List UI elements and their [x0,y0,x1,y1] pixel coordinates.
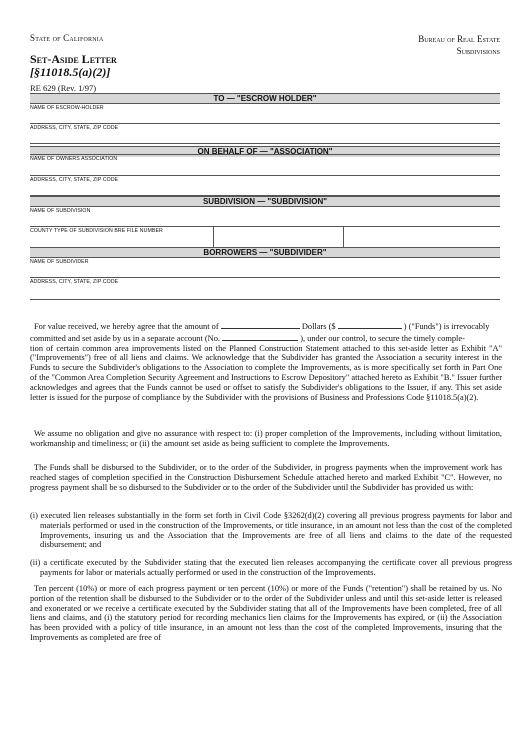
subdivider-name-label: NAME OF SUBDIVIDER [30,259,89,265]
funds-irrevocably-text: ) ("Funds") is irrevocably [403,322,490,331]
amount-words-field[interactable] [221,320,300,329]
escrow-holder-address-label: ADDRESS, CITY, STATE, ZIP CODE [30,125,119,131]
subdivision-section-header: SUBDIVISION — "SUBDIVISION" [30,196,500,207]
division-name: Subdivisions [456,46,500,56]
escrow-holder-name-field[interactable] [30,103,500,104]
type-file-divider [343,226,344,248]
paragraph-funds [30,320,502,402]
escrow-holder-address-field[interactable] [30,123,500,124]
subdivision-name-field[interactable] [30,206,500,207]
association-address-label: ADDRESS, CITY, STATE, ZIP CODE [30,177,119,183]
association-name-label: NAME OF OWNERS ASSOCIATION [30,156,118,162]
form-number: RE 629 (Rev. 1/97) [30,83,97,93]
subdivider-name-field[interactable] [30,257,500,258]
paragraph-no-obligation: We assume no obligation and give no assurance with respect to: (i) proper completion of the Improvements, including without limitation, workmanship and timeliness; or (ii) the amount set aside as being sufficient to complete the Improvements. [30,429,502,448]
escrow-holder-address-line[interactable] [30,143,500,144]
paragraph-disbursement: The Funds shall be disbursed to the Subdivider, or to the order of the Subdivider, in progress payments when the improvement work has reached stages of completion specified in the Construction Disbursement Schedule attached hereto and marked Exhibit "C". However, no progress payment shall be so disbursed to the Subdivider or to the order of the Subdivider until the Subdivider has provided us with: [30,463,502,492]
bureau-name: Bureau of Real Estate [418,34,500,44]
subdivision-county-field[interactable] [30,226,500,227]
bureau-header [418,33,500,57]
subdivider-address-label: ADDRESS, CITY, STATE, ZIP CODE [30,279,119,285]
escrow-holder-section-header: TO — "ESCROW HOLDER" [30,93,500,104]
committed-text: committed and set aside by us in a separate account (No. [30,333,221,343]
funds-intro-text: For value received, we hereby agree that the amount of [34,322,219,331]
dollars-text: Dollars ($ [301,322,336,331]
escrow-holder-name-label: NAME OF ESCROW-HOLDER [30,105,104,111]
timely-completion-text: ), under our control, to secure the timely comple- [300,333,465,343]
subdivider-section-header: BORROWERS — "SUBDIVIDER" [30,247,500,258]
association-name-field[interactable] [30,154,500,155]
funds-paragraph-rest: tion of certain common area improvements listed on the Planned Construction Statement attached to this set-aside letter as Exhibit "A" ("Improvements") free of all liens and claims. We acknowledge that the Subdivider has granted the Association a security interest in the Funds to secure the Subdivider's obligations to the Association to complete the Improvements, as is more specifically set forth in Part One of the "Common Area Completion Security Agreement and Instructions to Escrow Depository" attached hereto as Exhibit "B." Issuer further acknowledges and agrees that the Funds cannot be used or offset to satisfy the Subdivider's obligations to the Issuer, if any. This set aside letter is issued for the purpose of compliance by the Subdivider with the provisions of Business and Professions Code §11018.5(a)(2). [30,343,502,402]
item-lien-releases: (i) executed lien releases substantially in the form set forth in Civil Code §3262(d)(2) covering all previous progress payments for labor and materials performed or used in the construction of the Improvements, or title insurance, in an amount not less than the cost of the completed Improvements, insuring us and the Association that the Improvements are free of all liens and claims to the date of the requested disbursement; and [30,511,512,550]
state-of-california-header: State of California [30,33,104,43]
subdivider-address-line[interactable] [30,299,500,300]
paragraph-retention: Ten percent (10%) or more of each progress payment or ten percent (10%) or more of the Funds ("retention") shall be retained by us. No portion of the retention shall be disbursed to the Subdivider or to the order of the Subdivider unless and until this set-aside letter is released and exonerated or we receive a certificate executed by the Subdivider stating that all of the Improvements have been completed, free of all liens and claims, and (i) the statutory period for recording mechanics lien claims for the Improvements has expired, or (ii) the Association has been provided with a policy of title insurance, in an amount not less than the cost of the completed Improvements, insuring that the Improvements as completed are free of [30,584,502,642]
subdivision-county-label: COUNTY TYPE OF SUBDIVISION BRE FILE NUMBER [30,228,163,234]
subdivision-name-label: NAME OF SUBDIVISION [30,208,91,214]
subdivider-address-field[interactable] [30,277,500,278]
county-type-divider [213,226,214,248]
form-title: Set-Aside Letter [30,52,117,66]
amount-numeric-field[interactable] [338,320,402,329]
form-citation: [§11018.5(a)(2)] [30,65,111,79]
account-number-field[interactable] [222,332,298,341]
association-section-header: ON BEHALF OF — "ASSOCIATION" [30,146,500,157]
association-address-field[interactable] [30,175,500,176]
item-certificate: (ii) a certificate executed by the Subdivider stating that the executed lien releases accompanying the certificate cover all previous progress payments for labor or materials actually performed or used in the construction of the Improvements. [30,558,512,577]
